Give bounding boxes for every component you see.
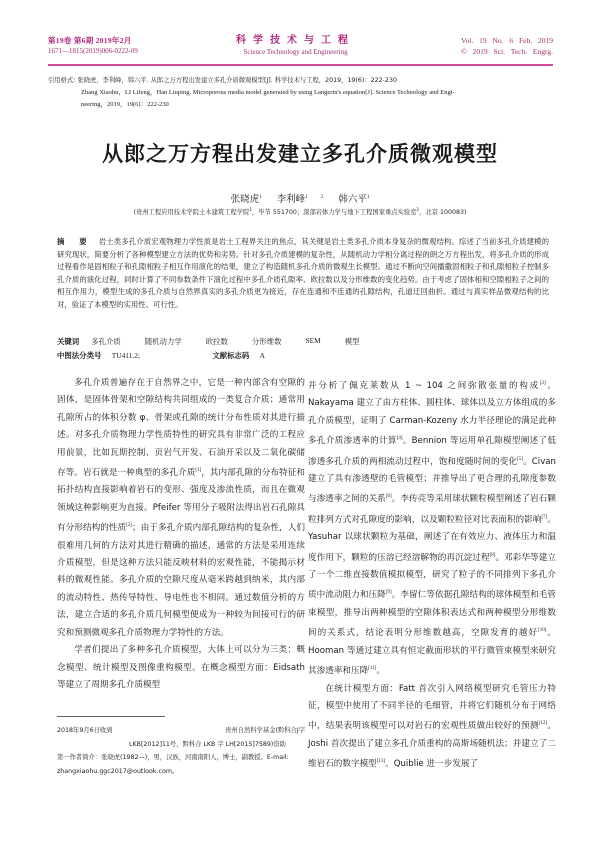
- volume-issue-date: 第19卷 第6期 2019年2月: [48, 36, 132, 45]
- journal-name: [208, 35, 383, 58]
- author: 张晓虎$^1$: [230, 194, 262, 205]
- body-paragraph: 学者们提出了多种多孔介质模型，大体上可以分为三类：概念模型、统计模型及图像重构模型。在概念模型方面：Eidsath 等建立了周期多孔介质模型: [57, 645, 305, 690]
- keyword: 随机动力学: [144, 337, 182, 346]
- body-paragraph: 多孔介质普遍存在于自然界之中，它是一种内部含有空隙的固体，是固体骨架和空隙结构共同组成的一类复合介质；通常用孔隙所占的体积分数 φ、骨架或孔隙的统计分布性质对其进行描述。对多孔介质物理力学性质特性的研究具有非常广泛的工程应用前景，比如瓦斯控制、页岩气开发、石油开采以及二氧化碳储存等。岩石就是一种典型的多孔介质[1]，其内部孔隙的分布特征和拓扑结构直接影响着岩石的变形、强度及渗流性质，而且在微观领域这种影响更为直接。Pfeifer 等用分子吸附法得出岩石孔隙具有分形结构的性质[2]；由于多孔介质内部孔隙结构的复杂性，人们很难用几何的方法对其进行精确的描述，通常的方法是采用连续介质模型，但是这种方法只能反映材料的宏观性能，不能揭示材料的微观性能。多孔介质的空隙尺度从毫米跨越到纳米，其内部的流动特性、热传导特性、导电性也不相同。通过数值分析的方法，建立合适的多孔介质几何模型便成为一种较为间接可行的研究和预测微观多孔介质物理力学特性的方法。: [57, 378, 305, 638]
- fund-info: 贵州自然科学基金(黔科合J字: [225, 727, 305, 734]
- citation-label: 引用格式:: [48, 77, 76, 84]
- classification: [57, 350, 549, 361]
- keyword: 分形维数: [251, 337, 282, 346]
- journal-header: [48, 35, 553, 63]
- copyright-line: © 2019 Sci. Tech. Engrg.: [461, 47, 553, 56]
- header-divider: [48, 64, 553, 66]
- body-paragraph: 在统计模型方面：Fatt 首次引入网络模型研究毛管压力特征，模型中使用了不同半径的毛细管，并将它们随机分布于网络中，结果表明该模型可以对岩石的宏观性质做出较好的预测[12]。Joshi 首次提出了建立多孔介质重构的高斯场随机法；并建立了二维岩石的数字模型[13]。Quiblie 进一步发展了: [308, 683, 556, 770]
- issn-code: 1671—1815(2019)006-0222-09: [48, 47, 138, 55]
- keywords: [57, 336, 549, 347]
- body-column-left: [57, 375, 305, 694]
- abstract: [57, 236, 549, 312]
- clc-label: 中图法分类号: [57, 351, 102, 360]
- author-list: [0, 191, 600, 205]
- affiliation: (贵州工程应用技术学院土木建筑工程学院$^1$，毕节 551700；深部岩体力学与地下工程国家重点实验室$^2$，北京 100083): [133, 207, 467, 216]
- keyword: 多孔介质: [91, 337, 121, 346]
- footnote-divider: [57, 716, 165, 717]
- received-date: 2018年9月6日收到: [57, 727, 113, 734]
- keyword: 模型: [344, 337, 360, 346]
- abstract-label: 摘 要: [57, 237, 93, 246]
- citation-en-line1: Zhang Xiaohu，LI Lifeng，Han Liuping. Microporous media model generated by using Langerin's equation[J]. Science Technology and Engi-: [81, 89, 455, 96]
- paper-title: 从郎之万方程出发建立多孔介质微观模型: [102, 142, 498, 166]
- keyword: 欧拉数: [205, 337, 228, 346]
- doc-code-label: 文献标志码: [212, 351, 250, 360]
- keyword: SEM: [305, 336, 321, 345]
- body-paragraph: 并分析了佩克莱数从 1 ~ 104 之间弥散张量的构成[3]。Nakayama 建立了由方柱体、圆柱体、球体以及立方体组成的多孔介质模型，证明了 Carman-Kozeny 水力半径理论的满足此种多孔介质渗透率的计算[4]。Bennion 等运用单孔隙模型阐述了低渗透多孔介质的两相流动过程中，饱和度随时间的变化[5]。Civan 建立了具有渗透壁的毛管模型；并推导出了更合理的孔隙度参数与渗透率之间的关系[6]。李传亮等采用球状颗粒模型阐述了岩石颗粒排列方式对孔隙度的影响，以及颗粒粒径对比表面积的影响[7]。Yasuhar 以球状颗粒为基础，阐述了在有效应力、液体压力和温度作用下，颗粒的压溶已经溶解物的再沉淀过程[8]。邓彩华等建立了一个二维直接数值模拟模型，研究了粒子的不同排列下多孔介质中流动阻力和压降[9]。李留仁等依据孔隙结构的球体模型和毛管束模型，推导出两种模型的空隙体积表达式和两种模型分形维数间的关系式，结论表明分形维数越高，空隙发育的越好[10]。Hooman 等通过建立具有恒定截面形状的平行微管束模型来研究其渗透率和压降[11]。: [308, 381, 556, 677]
- fund-info-cont: LKB[2012]11号，黔科合 LKB 字 LH[2015]7589)资助: [129, 740, 286, 748]
- clc-value: TU411.2;: [111, 351, 140, 360]
- citation-cn: [48, 75, 558, 87]
- abstract-text: 岩土类多孔介质宏观物理力学性质是岩土工程界关注的焦点，其关键是岩土类多孔介质本身复杂的微观结构。综述了当前多孔介质建模的研究现状，简要分析了各种模型建立方法的优势和劣势。针对多孔介质建模的复杂性，从随机动力学相分离过程的朗之万方程出发，将多孔介质的形成过程看作是固相粒子和孔隙相粒子相互作用演化的结果，建立了构造随机多孔介质的微观生长模型。通过不断向空间播撒固相粒子和孔隙相粒子控制多孔介质的演化过程，同时计算了不同参数条件下演化过程中多孔介质孔隙率、欧拉数以及分形维数的变化趋势。由于考虑了固体相和空隙相粒子之间的相互作用力，模型生成的多孔介质与自然界真实的多孔介质更为接近，存在连通和不连通的孔隙结构，孔道迂回曲折。通过与真实样品微观结构的比对，验证了本模型的实用性、可行性。: [57, 237, 549, 309]
- journal-name-en: Science Technology and Engineering: [243, 48, 348, 56]
- author: 李利峰$^{1 2}$: [276, 194, 324, 205]
- footnote: [57, 724, 305, 778]
- doc-code-value: A: [259, 351, 266, 360]
- body-column-right: [308, 375, 556, 774]
- citation-cn-text: 张晓虎，李利峰，韩六平. 从郎之万方程出发建立多孔介质微观模型[J]. 科学技术与工程，2019，19(6)：222-230: [77, 77, 397, 84]
- journal-name-cn: 科学技术与工程: [236, 35, 355, 46]
- keywords-label: 关键词: [57, 337, 80, 346]
- volume-issue-en: Vol. 19 No. 6 Feb. 2019: [461, 36, 553, 45]
- citation-block: [48, 75, 558, 111]
- author-bio: 第一作者简介：张晓虎(1982—)，男，汉族，河南南阳人，博士，副教授。E-mail: zhangxiaohu.ggc2017@outlook.com。: [57, 754, 289, 775]
- header-issue-info: [48, 35, 138, 57]
- author: 韩六平$^1$: [338, 194, 370, 205]
- citation-en-line2: neering，2019，19(6)：222-230: [81, 101, 169, 108]
- header-english-info: [461, 35, 553, 57]
